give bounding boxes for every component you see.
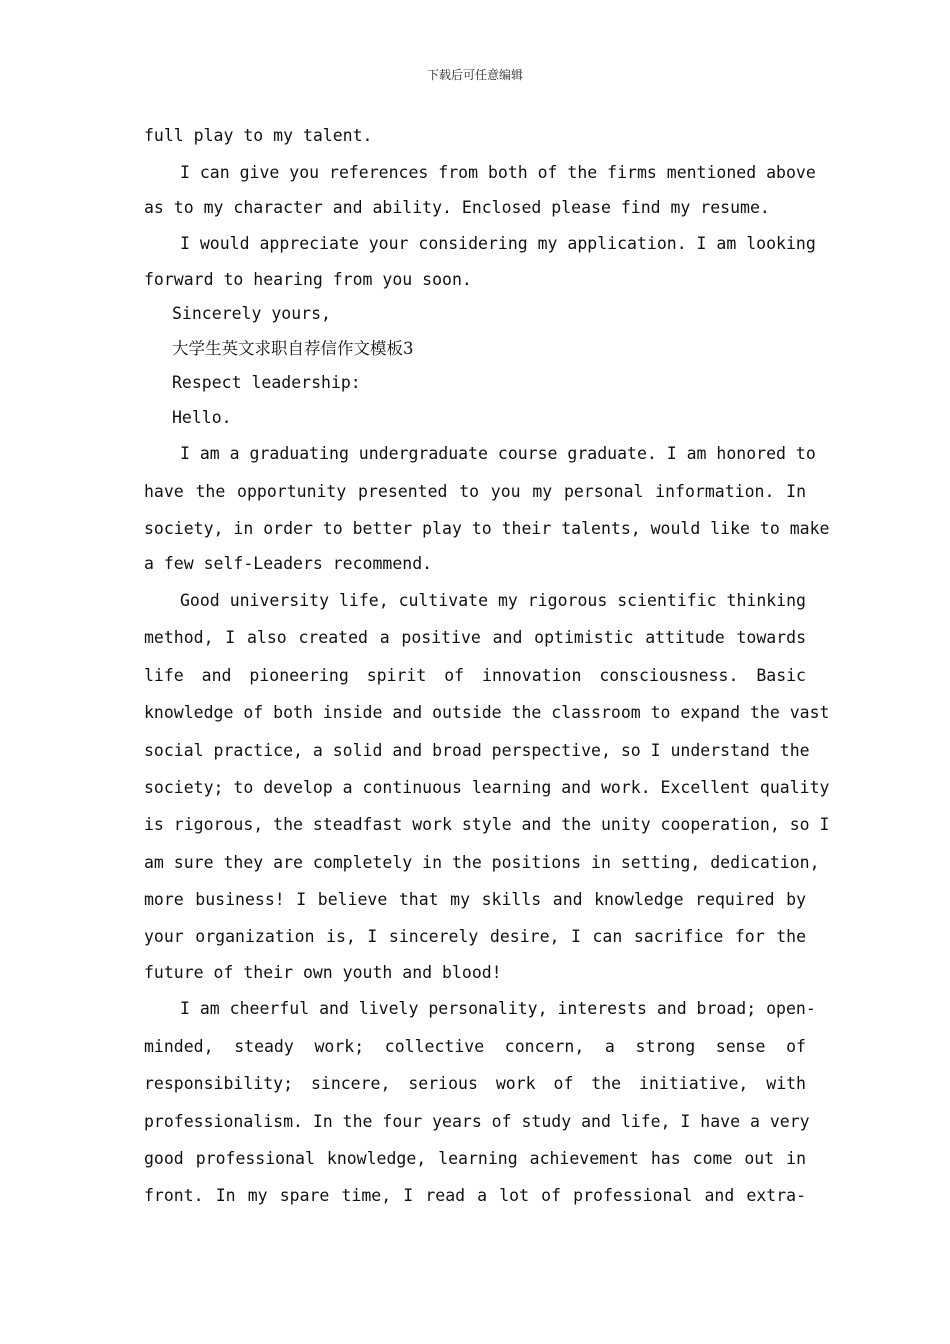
text-line: as to my character and ability. Enclosed please find my resume. <box>144 197 770 217</box>
text-line: life and pioneering spirit of innovation consciousness. Basic <box>144 665 806 685</box>
text-line: minded, steady work; collective concern, a strong sense of <box>144 1036 806 1056</box>
text-line: more business! I believe that my skills and knowledge required by <box>144 890 806 910</box>
text-line: social practice, a solid and broad perspective, so I understand the <box>144 740 810 760</box>
page-header: 下载后可任意编辑 <box>426 68 523 82</box>
text-line: knowledge of both inside and outside the classroom to expand the vast <box>144 703 830 723</box>
text-line: future of their own youth and blood! <box>144 962 502 982</box>
closing-line: Sincerely yours, <box>172 304 331 324</box>
text-line: full play to my talent. <box>144 126 373 145</box>
text-line: am sure they are completely in the positions in setting, dedication, <box>144 852 820 872</box>
text-line: I can give you references from both of the firms mentioned above <box>180 162 816 182</box>
text-line: society, in order to better play to their talents, would like to make <box>144 519 830 539</box>
text-line: Good university life, cultivate my rigorous scientific thinking <box>180 590 806 610</box>
text-line: responsibility; sincere, serious work of the initiative, with <box>144 1074 806 1094</box>
text-line: a few self-Leaders recommend. <box>144 554 433 574</box>
document-body <box>144 119 830 1215</box>
text-line: I am a graduating undergraduate course graduate. I am honored to <box>180 444 816 464</box>
text-line: your organization is, I sincerely desire, I can sacrifice for the <box>144 927 806 947</box>
text-line: front. In my spare time, I read a lot of professional and extra- <box>144 1186 806 1206</box>
text-line: is rigorous, the steadfast work style and the unity cooperation, so I <box>144 815 830 835</box>
salutation-line: Respect leadership: <box>172 373 361 393</box>
text-line: I am cheerful and lively personality, interests and broad; open- <box>180 999 816 1019</box>
greeting-line: Hello. <box>172 407 232 427</box>
text-line: professionalism. In the four years of study and life, I have a very <box>144 1111 810 1131</box>
text-line: have the opportunity presented to you my personal information. In <box>144 481 806 501</box>
text-line: forward to hearing from you soon. <box>144 269 472 289</box>
text-line: society; to develop a continuous learning and work. Excellent quality <box>144 777 830 797</box>
text-line: good professional knowledge, learning achievement has come out in <box>144 1148 806 1168</box>
section-heading: 大学生英文求职自荐信作文模板3 <box>172 338 414 358</box>
text-line: method, I also created a positive and optimistic attitude towards <box>144 628 806 648</box>
text-line: I would appreciate your considering my application. I am looking <box>180 234 816 254</box>
